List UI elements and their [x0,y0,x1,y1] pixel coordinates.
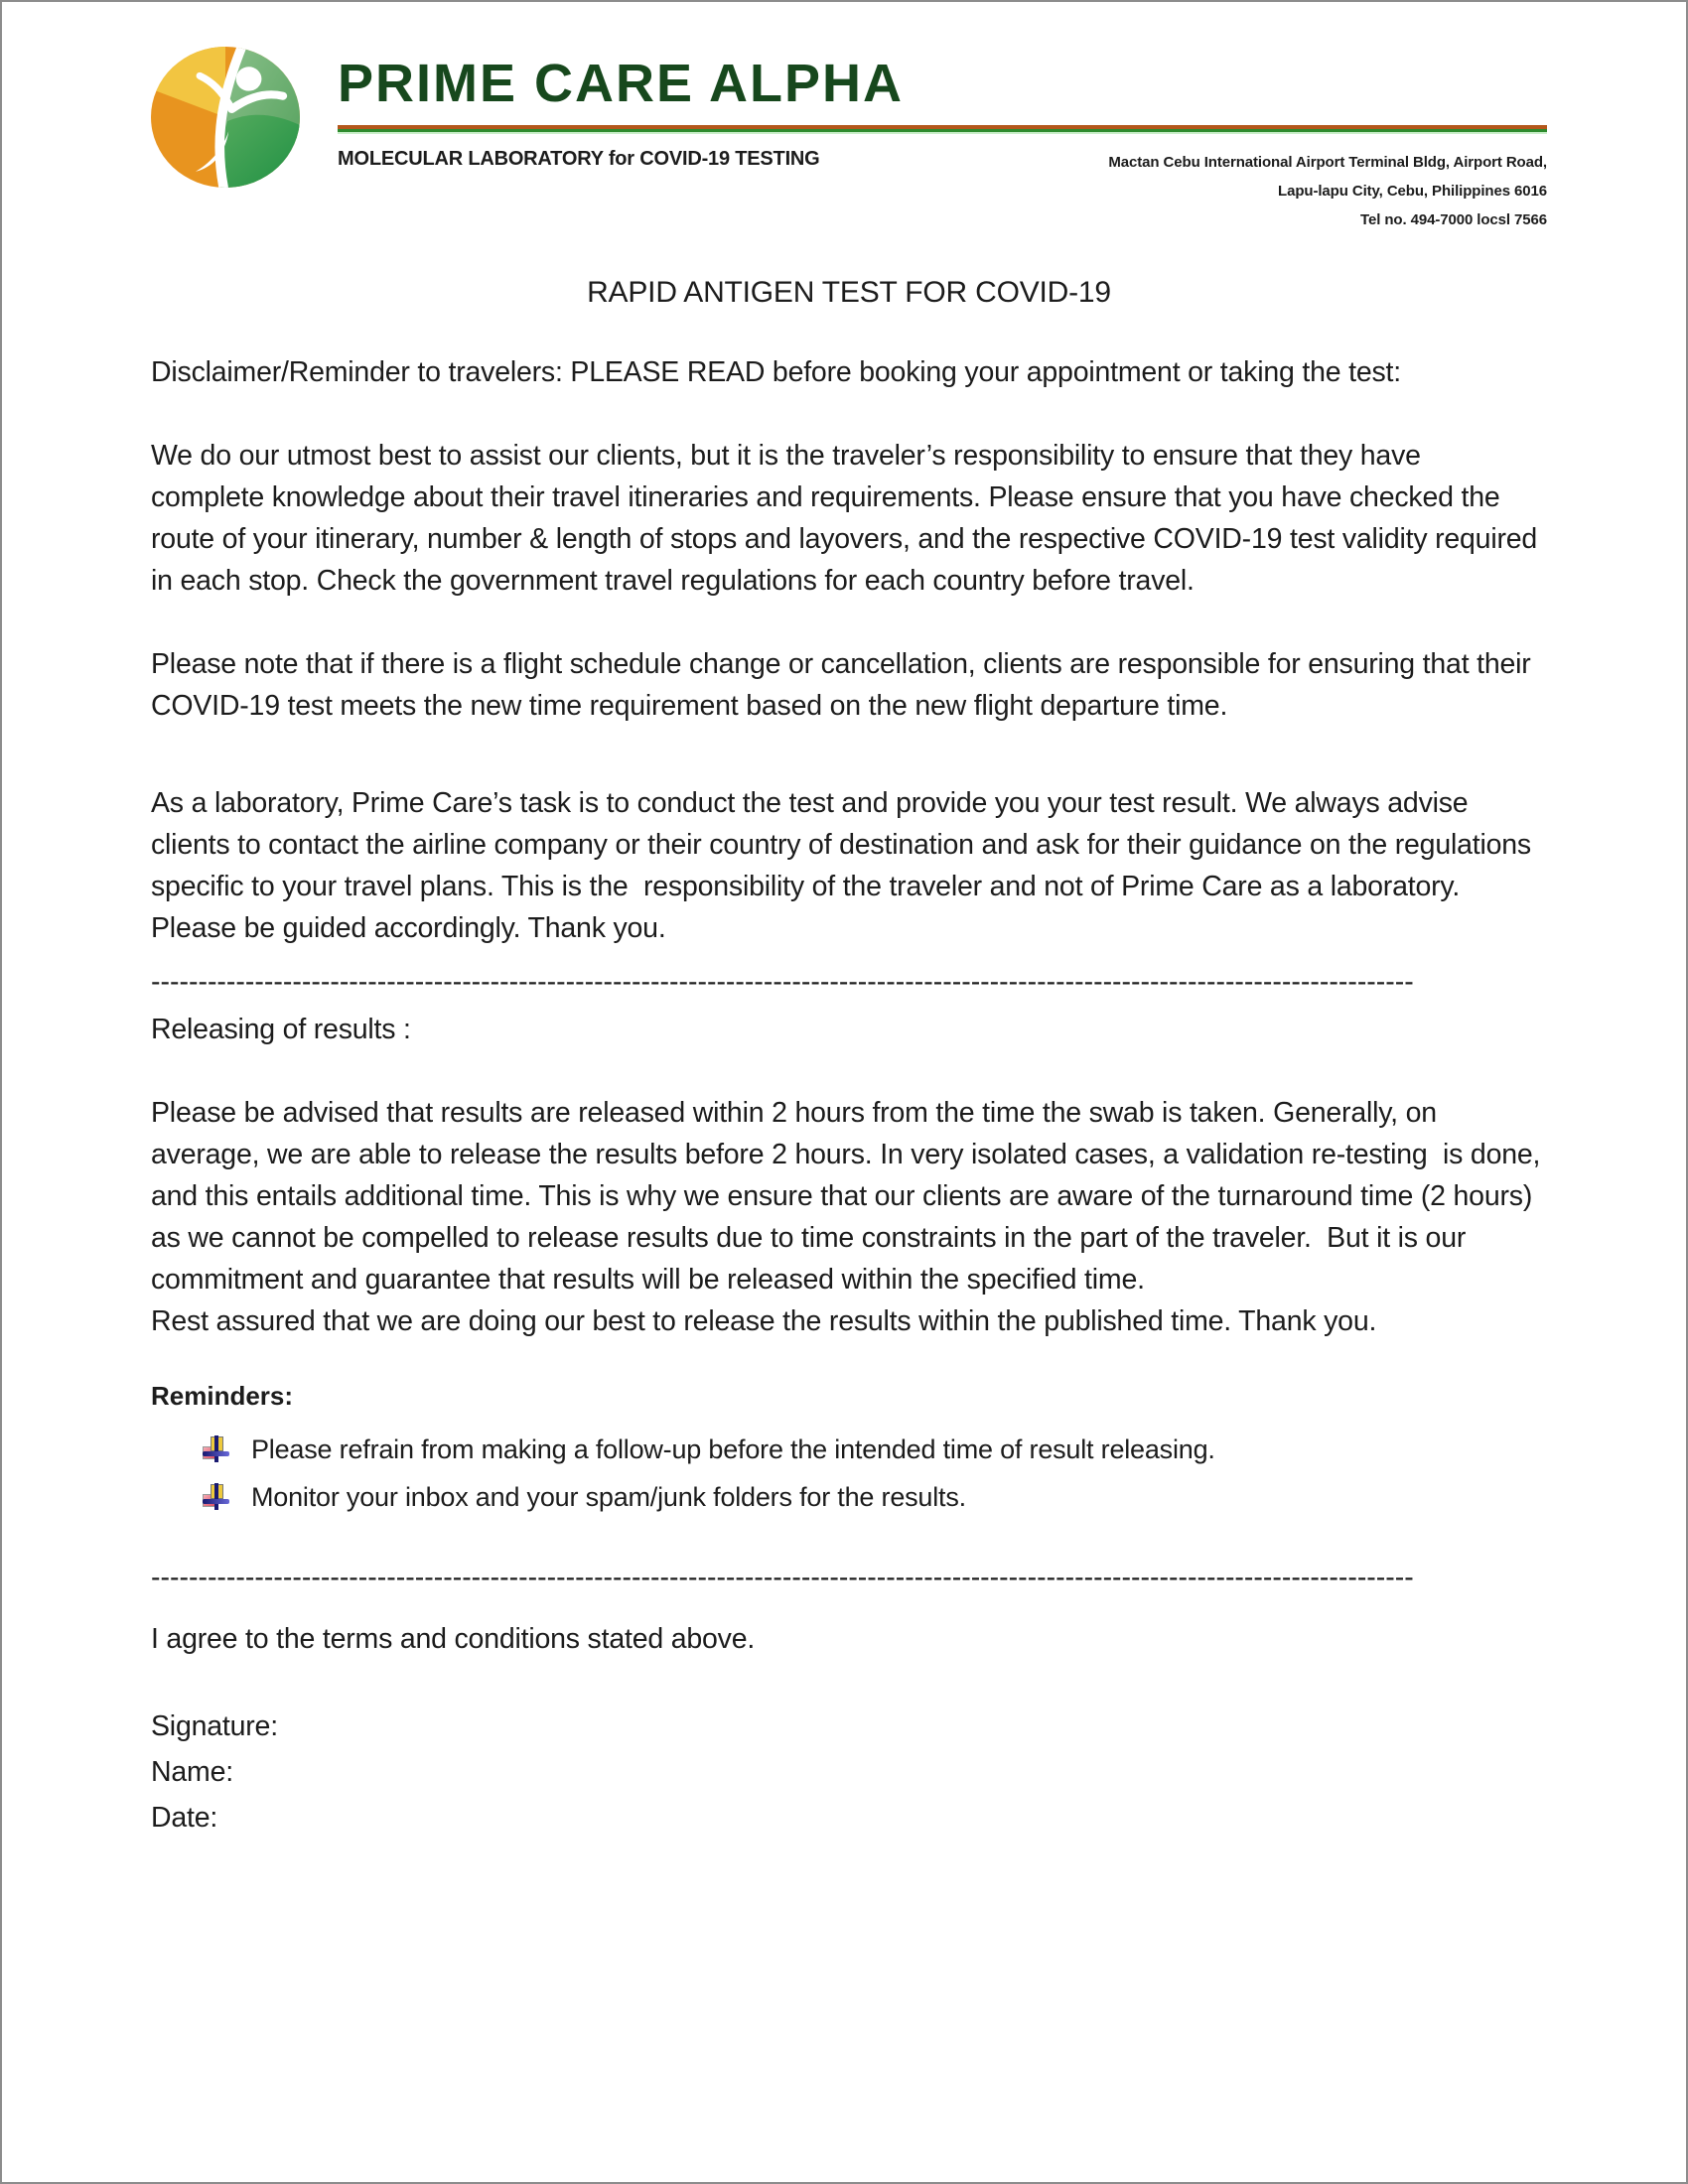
brand-name: PRIME CARE ALPHA [338,54,905,113]
signature-block [151,1704,1547,1841]
reminders-list [151,1430,1547,1517]
address-line: Lapu-lapu City, Cebu, Philippines 6016 [1278,183,1547,201]
paragraph-schedule-change: Please note that if there is a flight schedule change or cancellation, clients are responsible for ensuring that their COVID-19 test meets the new time requirement based on the new flight departure time. [151,648,1539,723]
bullet-cross-horizontal [203,1499,229,1504]
pushpin-bullet-icon [203,1483,229,1513]
list-item [203,1430,1547,1469]
paragraph-laboratory-task: As a laboratory, Prime Care’s task is to conduct the test and provide you your test result. We always advise clients to contact the airline company or their country of destination and ask for their guidance on the regulations specific to your travel plans. This is the responsibility of the traveler and not of Prime Care as a laboratory. Please be guided accordingly. Thank you. [151,787,1539,945]
page-content [2,2,1686,1841]
letterhead [151,47,1547,234]
releasing-results-heading: Releasing of results : [151,1014,411,1046]
letterhead-lower [338,148,1547,234]
address-line: Mactan Cebu International Airport Terminal Bldg, Airport Road, [1108,154,1547,172]
paragraph-rest-assured: Rest assured that we are doing our best to release the results within the published time. Thank you. [151,1305,1377,1338]
prime-care-logo-icon [151,47,300,188]
bullet-cross-vertical [214,1435,218,1462]
name-field-label: Name: [151,1756,233,1789]
pushpin-bullet-icon [203,1435,229,1465]
signature-field-label: Signature: [151,1710,278,1743]
address-block [1108,148,1547,234]
list-item [203,1477,1547,1517]
divider-stripe-glow [338,132,1547,134]
bullet-cross-vertical [214,1483,218,1510]
paragraph-responsibility: We do our utmost best to assist our clients, but it is the traveler’s responsibility to ensure that they have complete knowledge about their travel itineraries and requirements. Please ensure that you have checked the route of your itinerary, number & length of stops and layovers, and the respective COVID-19 test validity required in each stop. Check the government travel regulations for each country before travel. [151,440,1545,598]
date-field-label: Date: [151,1802,218,1835]
dashed-separator: -------------------------------------------------------------------------------------------------------------------------------------- [151,1562,1414,1594]
bullet-cross-horizontal [203,1451,229,1456]
logo-svg [151,47,300,188]
reminder-text: Please refrain from making a follow-up before the intended time of result releasing. [251,1434,1215,1465]
intro-paragraph: Disclaimer/Reminder to travelers: PLEASE READ before booking your appointment or taking the test: [151,356,1401,389]
address-line: Tel no. 494-7000 locsl 7566 [1360,211,1547,229]
paragraph-releasing-results: Please be advised that results are released within 2 hours from the time the swab is taken. Generally, on average, we are able to release the results before 2 hours. In very isolated cases, a validation re-testing is done, and this entails additional time. This is why we ensure that our clients are aware of the turnaround time (2 hours) as we cannot be compelled to release results due to time constraints in the part of the traveler. But it is our commitment and guarantee that results will be released within the specified time. [151,1097,1548,1297]
letterhead-right [338,47,1547,234]
brand-subtitle: MOLECULAR LABORATORY for COVID-19 TESTING [338,148,820,171]
reminder-text: Monitor your inbox and your spam/junk folders for the results. [251,1482,966,1513]
dashed-separator: -------------------------------------------------------------------------------------------------------------------------------------- [151,966,1414,999]
brand-divider [338,125,1547,134]
document-title: RAPID ANTIGEN TEST FOR COVID-19 [587,276,1111,310]
agreement-statement: I agree to the terms and conditions stated above. [151,1623,756,1656]
reminders-heading: Reminders: [151,1381,294,1412]
